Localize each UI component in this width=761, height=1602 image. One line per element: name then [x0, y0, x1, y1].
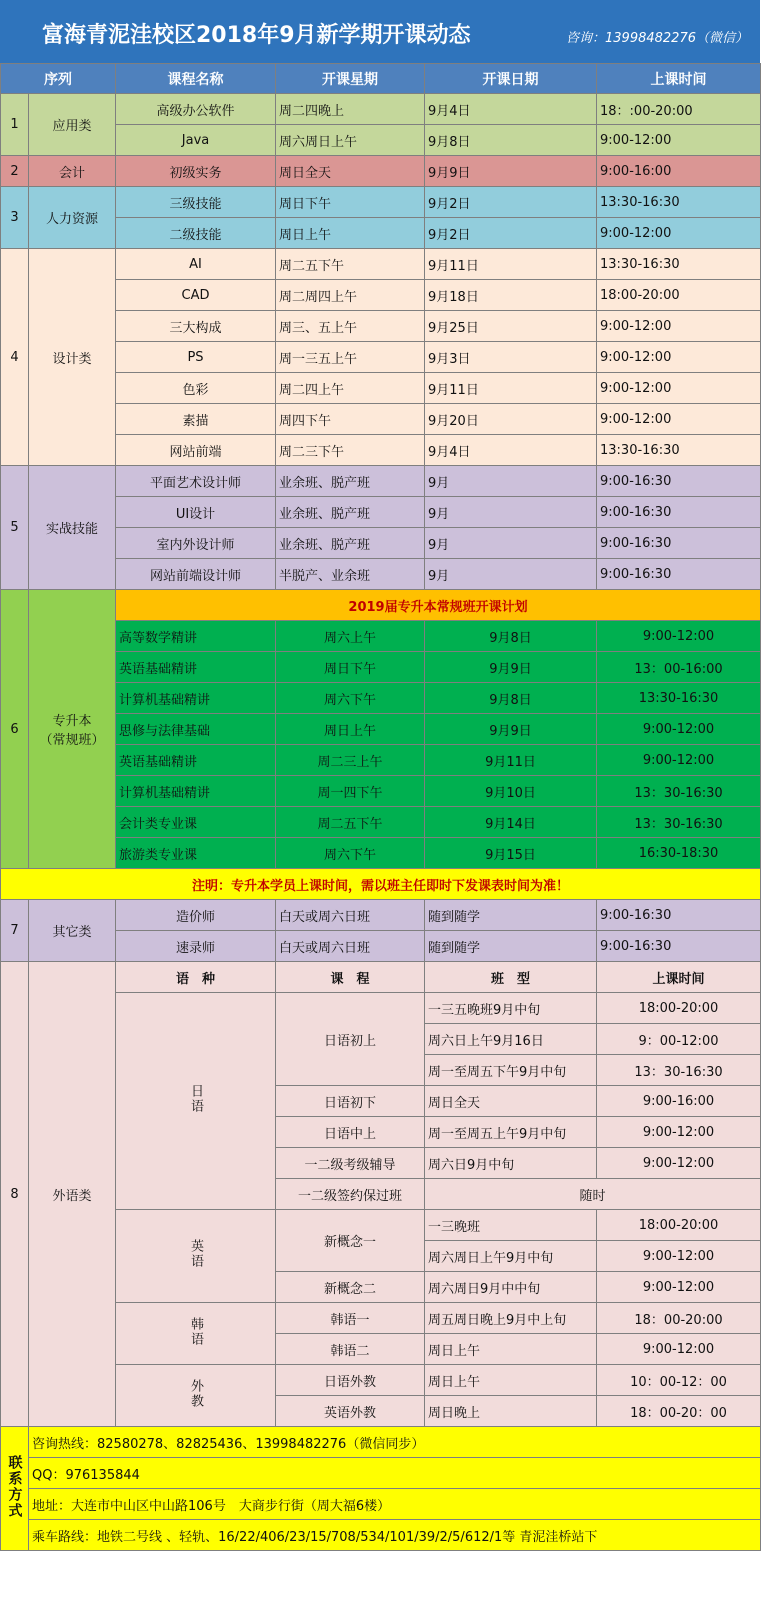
course-name: 三级技能	[116, 187, 276, 218]
course-weekday: 白天或周六日班	[276, 931, 425, 962]
page-title: 富海青泥洼校区2018年9月新学期开课动态	[42, 23, 471, 48]
lang-time: 18:00-20:00	[597, 1210, 761, 1241]
lang-course: 英语外教	[276, 1396, 425, 1427]
language-label: 英语	[188, 1239, 203, 1269]
course-time: 9:00-16:30	[597, 528, 761, 559]
course-start-date: 9月14日	[425, 807, 597, 838]
course-name: 素描	[116, 404, 276, 435]
course-name: 室内外设计师	[116, 528, 276, 559]
lang-merged: 随时	[425, 1179, 761, 1210]
course-weekday: 周六周日上午	[276, 125, 425, 156]
lang-class-type: 周六日上午9月16日	[425, 1024, 597, 1055]
lang-time: 9:00-16:00	[597, 1086, 761, 1117]
course-time: 9:00-16:30	[597, 559, 761, 590]
course-start-date: 9月11日	[425, 249, 597, 280]
group-number: 6	[1, 590, 29, 869]
header-index: 序列	[1, 64, 116, 94]
course-time: 9:00-12:00	[597, 311, 761, 342]
lang-course: 韩语二	[276, 1334, 425, 1365]
course-time: 13：30-16:30	[597, 776, 761, 807]
course-name: UI设计	[116, 497, 276, 528]
course-weekday: 周六下午	[276, 838, 425, 869]
course-name: PS	[116, 342, 276, 373]
table-row	[1, 900, 761, 931]
course-start-date: 9月	[425, 559, 597, 590]
course-table	[0, 63, 761, 1551]
header-col-2: 开课星期	[276, 64, 425, 94]
group-number: 3	[1, 187, 29, 249]
header-col-1: 课程名称	[116, 64, 276, 94]
table-row	[1, 1489, 761, 1520]
course-start-date: 9月9日	[425, 714, 597, 745]
course-name: 平面艺术设计师	[116, 466, 276, 497]
language-name	[116, 1303, 276, 1365]
lang-class-type: 周日全天	[425, 1086, 597, 1117]
lang-time: 9:00-12:00	[597, 1117, 761, 1148]
course-weekday: 周二四晚上	[276, 94, 425, 125]
course-time: 18:00-20:00	[597, 280, 761, 311]
lang-course: 新概念二	[276, 1272, 425, 1303]
table-row	[1, 869, 761, 900]
table-row	[1, 64, 761, 94]
lang-class-type: 周六周日9月中中旬	[425, 1272, 597, 1303]
course-start-date: 随到随学	[425, 900, 597, 931]
course-weekday: 周一三五上午	[276, 342, 425, 373]
lang-time: 9:00-12:00	[597, 1148, 761, 1179]
zsb-note: 注明：专升本学员上课时间，需以班主任即时下发课表时间为准！	[1, 869, 761, 900]
course-time: 13：30-16:30	[597, 807, 761, 838]
course-weekday: 业余班、脱产班	[276, 528, 425, 559]
course-weekday: 周二周四上午	[276, 280, 425, 311]
course-name: Java	[116, 125, 276, 156]
table-row	[1, 156, 761, 187]
course-start-date: 9月	[425, 528, 597, 559]
lang-header-0: 语 种	[116, 962, 276, 993]
table-row	[1, 1427, 761, 1458]
lang-course: 一二级签约保过班	[276, 1179, 425, 1210]
lang-course: 日语外教	[276, 1365, 425, 1396]
lang-time: 18：00-20：00	[597, 1396, 761, 1427]
lang-time: 18:00-20:00	[597, 993, 761, 1024]
lang-class-type: 周六日9月中旬	[425, 1148, 597, 1179]
table-row	[1, 94, 761, 125]
group-number: 2	[1, 156, 29, 187]
contact-route: 乘车路线：地铁二号线 、轻轨、16/22/406/23/15/708/534/101/39/2/5/612/1等 青泥洼桥站下	[29, 1520, 761, 1551]
group-name: 会计	[29, 156, 116, 187]
lang-time: 9：00-12:00	[597, 1024, 761, 1055]
lang-class-type: 周日上午	[425, 1365, 597, 1396]
language-label: 外教	[188, 1378, 203, 1409]
lang-course: 新概念一	[276, 1210, 425, 1272]
language-label: 日语	[188, 1084, 203, 1114]
lang-header-2: 班 型	[425, 962, 597, 993]
lang-course: 一二级考级辅导	[276, 1148, 425, 1179]
course-name: 英语基础精讲	[116, 745, 276, 776]
course-start-date: 9月9日	[425, 156, 597, 187]
course-start-date: 9月4日	[425, 435, 597, 466]
course-start-date: 9月8日	[425, 621, 597, 652]
course-name: AI	[116, 249, 276, 280]
course-name: 二级技能	[116, 218, 276, 249]
lang-time: 18：00-20:00	[597, 1303, 761, 1334]
course-weekday: 周二三下午	[276, 435, 425, 466]
course-start-date: 9月	[425, 497, 597, 528]
course-name: 旅游类专业课	[116, 838, 276, 869]
contact-hotline: 咨询热线：82580278、82825436、13998482276（微信同步）	[29, 1427, 761, 1458]
course-time: 18：:00-20:00	[597, 94, 761, 125]
course-name: 色彩	[116, 373, 276, 404]
course-weekday: 周二三上午	[276, 745, 425, 776]
course-time: 13:30-16:30	[597, 187, 761, 218]
course-time: 9:00-12:00	[597, 125, 761, 156]
lang-time: 10：00-12：00	[597, 1365, 761, 1396]
lang-class-type: 一三晚班	[425, 1210, 597, 1241]
language-name	[116, 1210, 276, 1303]
group-name	[29, 590, 116, 869]
course-start-date: 9月9日	[425, 652, 597, 683]
course-weekday: 白天或周六日班	[276, 900, 425, 931]
course-weekday: 周日下午	[276, 652, 425, 683]
course-name: 会计类专业课	[116, 807, 276, 838]
group-name: 应用类	[29, 94, 116, 156]
course-start-date: 9月8日	[425, 683, 597, 714]
course-name: 英语基础精讲	[116, 652, 276, 683]
course-weekday: 半脱产、业余班	[276, 559, 425, 590]
course-time: 13:30-16:30	[597, 683, 761, 714]
course-time: 9:00-12:00	[597, 745, 761, 776]
course-time: 9:00-16:30	[597, 497, 761, 528]
course-start-date: 9月10日	[425, 776, 597, 807]
lang-class-type: 周日上午	[425, 1334, 597, 1365]
course-start-date: 9月3日	[425, 342, 597, 373]
course-time: 9:00-16:00	[597, 156, 761, 187]
course-weekday: 周日上午	[276, 714, 425, 745]
course-name: 初级实务	[116, 156, 276, 187]
course-weekday: 周四下午	[276, 404, 425, 435]
course-start-date: 9月15日	[425, 838, 597, 869]
course-weekday: 周二五下午	[276, 249, 425, 280]
lang-class-type: 周一至周五上午9月中旬	[425, 1117, 597, 1148]
course-start-date: 9月18日	[425, 280, 597, 311]
course-name: 造价师	[116, 900, 276, 931]
consult-phone: 咨询：13998482276（微信）	[566, 31, 748, 46]
group-name: 设计类	[29, 249, 116, 466]
table-row	[1, 187, 761, 218]
table-row	[1, 1520, 761, 1551]
course-name: 网站前端	[116, 435, 276, 466]
header-col-4: 上课时间	[597, 64, 761, 94]
lang-course: 日语中上	[276, 1117, 425, 1148]
contact-side-label	[1, 1427, 29, 1551]
zsb-banner: 2019届专升本常规班开课计划	[116, 590, 761, 621]
course-start-date: 9月11日	[425, 745, 597, 776]
lang-class-type: 周日晚上	[425, 1396, 597, 1427]
group-name: 其它类	[29, 900, 116, 962]
table-row	[1, 466, 761, 497]
course-time: 9:00-16:30	[597, 466, 761, 497]
lang-course: 日语初上	[276, 993, 425, 1086]
language-name	[116, 993, 276, 1210]
course-weekday: 周一四下午	[276, 776, 425, 807]
course-time: 9:00-16:30	[597, 900, 761, 931]
course-weekday: 周日上午	[276, 218, 425, 249]
course-weekday: 周六下午	[276, 683, 425, 714]
course-start-date: 9月25日	[425, 311, 597, 342]
contact-address: 地址：大连市中山区中山路106号 大商步行街（周大福6楼）	[29, 1489, 761, 1520]
lang-time: 9:00-12:00	[597, 1241, 761, 1272]
course-start-date: 随到随学	[425, 931, 597, 962]
course-weekday: 周日全天	[276, 156, 425, 187]
group-name-line1: 专升本	[52, 714, 92, 729]
course-time: 9:00-12:00	[597, 218, 761, 249]
lang-course: 日语初下	[276, 1086, 425, 1117]
course-start-date: 9月	[425, 466, 597, 497]
group-number: 7	[1, 900, 29, 962]
table-row	[1, 590, 761, 621]
course-time: 9:00-12:00	[597, 404, 761, 435]
language-label: 韩语	[188, 1316, 203, 1347]
group-name: 实战技能	[29, 466, 116, 590]
contact-qq: QQ：976135844	[29, 1458, 761, 1489]
course-start-date: 9月8日	[425, 125, 597, 156]
course-weekday: 周六上午	[276, 621, 425, 652]
lang-class-type: 一三五晚班9月中旬	[425, 993, 597, 1024]
course-name: 三大构成	[116, 311, 276, 342]
contact-label: 联系方式	[6, 1454, 23, 1519]
lang-time: 9:00-12:00	[597, 1334, 761, 1365]
course-time: 9:00-12:00	[597, 714, 761, 745]
header-col-3: 开课日期	[425, 64, 597, 94]
lang-header-3: 上课时间	[597, 962, 761, 993]
course-name: CAD	[116, 280, 276, 311]
course-name: 计算机基础精讲	[116, 683, 276, 714]
course-time: 9:00-12:00	[597, 621, 761, 652]
course-weekday: 业余班、脱产班	[276, 497, 425, 528]
lang-time: 13：30-16:30	[597, 1055, 761, 1086]
course-weekday: 业余班、脱产班	[276, 466, 425, 497]
lang-header-1: 课 程	[276, 962, 425, 993]
title-bar	[0, 0, 760, 63]
group-number: 5	[1, 466, 29, 590]
table-row	[1, 962, 761, 993]
course-name: 计算机基础精讲	[116, 776, 276, 807]
course-start-date: 9月2日	[425, 187, 597, 218]
course-weekday: 周二四上午	[276, 373, 425, 404]
lang-class-type: 周六周日上午9月中旬	[425, 1241, 597, 1272]
lang-course: 韩语一	[276, 1303, 425, 1334]
group-name-line2: （常规班）	[39, 733, 105, 748]
group-name: 外语类	[29, 962, 116, 1427]
course-weekday: 周日下午	[276, 187, 425, 218]
group-name: 人力资源	[29, 187, 116, 249]
course-time: 9:00-16:30	[597, 931, 761, 962]
course-weekday: 周二五下午	[276, 807, 425, 838]
course-time: 9:00-12:00	[597, 373, 761, 404]
language-name	[116, 1365, 276, 1427]
course-start-date: 9月20日	[425, 404, 597, 435]
lang-class-type: 周五周日晚上9月中上旬	[425, 1303, 597, 1334]
course-weekday: 周三、五上午	[276, 311, 425, 342]
lang-time: 9:00-12:00	[597, 1272, 761, 1303]
group-number: 1	[1, 94, 29, 156]
group-number: 8	[1, 962, 29, 1427]
table-row	[1, 249, 761, 280]
course-name: 高级办公软件	[116, 94, 276, 125]
course-start-date: 9月11日	[425, 373, 597, 404]
lang-class-type: 周一至周五下午9月中旬	[425, 1055, 597, 1086]
course-name: 网站前端设计师	[116, 559, 276, 590]
course-time: 13:30-16:30	[597, 249, 761, 280]
course-time: 16:30-18:30	[597, 838, 761, 869]
course-time: 9:00-12:00	[597, 342, 761, 373]
course-time: 13：00-16:00	[597, 652, 761, 683]
group-number: 4	[1, 249, 29, 466]
course-name: 速录师	[116, 931, 276, 962]
course-name: 高等数学精讲	[116, 621, 276, 652]
table-row	[1, 1458, 761, 1489]
course-start-date: 9月2日	[425, 218, 597, 249]
course-start-date: 9月4日	[425, 94, 597, 125]
course-name: 思修与法律基础	[116, 714, 276, 745]
course-time: 13:30-16:30	[597, 435, 761, 466]
